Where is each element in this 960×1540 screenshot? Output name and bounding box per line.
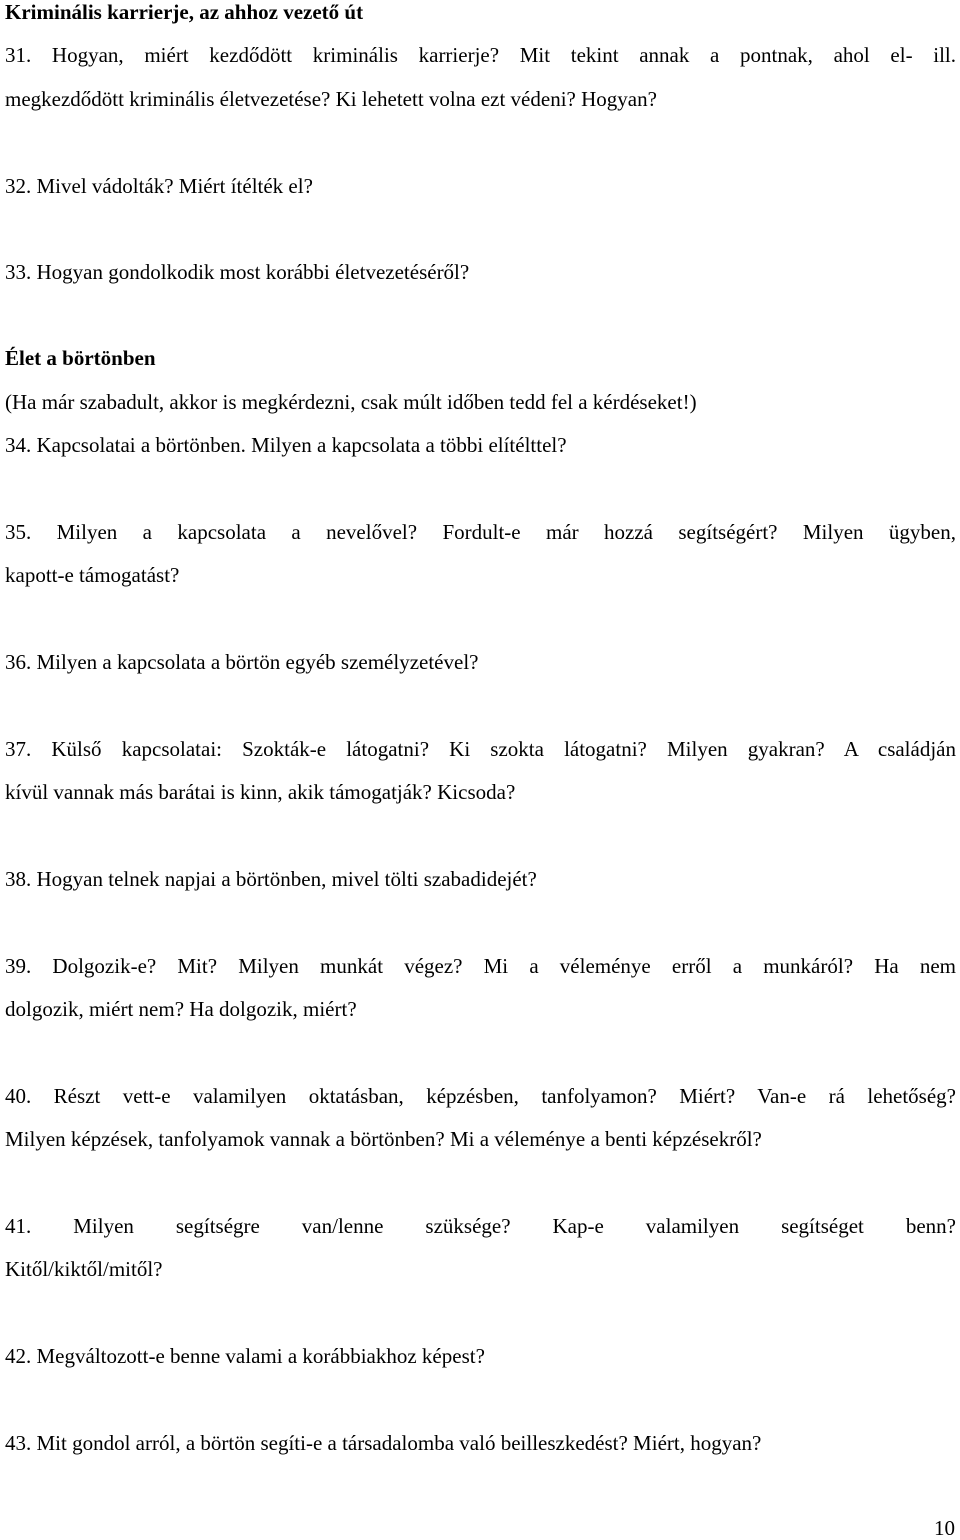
question-37-line-2: kívül vannak más barátai is kinn, akik támogatják? Kicsoda? <box>5 780 516 804</box>
question-39-line-1: 39. Dolgozik-e? Mit? Milyen munkát végez? Mi a véleménye erről a munkáról? Ha nem <box>5 954 956 978</box>
question-34: 34. Kapcsolatai a börtönben. Milyen a kapcsolata a többi elítélttel? <box>5 433 567 457</box>
question-40-line-1: 40. Részt vett-e valamilyen oktatásban, képzésben, tanfolyamon? Miért? Van-e rá lehetőség? <box>5 1084 956 1108</box>
question-40-line-2: Milyen képzések, tanfolyamok vannak a börtönben? Mi a véleménye a benti képzésekről? <box>5 1127 762 1151</box>
question-31-line-2: megkezdődött kriminális életvezetése? Ki lehetett volna ezt védeni? Hogyan? <box>5 87 657 111</box>
question-43: 43. Mit gondol arról, a börtön segíti-e a társadalomba való beilleszkedést? Miért, hogyan? <box>5 1431 762 1455</box>
question-33: 33. Hogyan gondolkodik most korábbi életvezetéséről? <box>5 260 470 284</box>
question-36: 36. Milyen a kapcsolata a börtön egyéb személyzetével? <box>5 650 479 674</box>
question-32: 32. Mivel vádolták? Miért ítélték el? <box>5 174 313 198</box>
question-42: 42. Megváltozott-e benne valami a korábbiakhoz képest? <box>5 1344 485 1368</box>
page-number: 10 <box>934 1516 955 1540</box>
section-heading-prison-life: Élet a börtönben <box>5 346 156 370</box>
question-37-line-1: 37. Külső kapcsolatai: Szokták-e látogatni? Ki szokta látogatni? Milyen gyakran? A családján <box>5 737 956 761</box>
question-41-line-2: Kitől/kiktől/mitől? <box>5 1257 163 1281</box>
question-31-line-1: 31. Hogyan, miért kezdődött kriminális karrierje? Mit tekint annak a pontnak, ahol el- ill. <box>5 43 956 67</box>
question-41-line-1: 41. Milyen segítségre van/lenne szüksége? Kap-e valamilyen segítséget benn? <box>5 1214 956 1238</box>
question-35-line-2: kapott-e támogatást? <box>5 563 180 587</box>
section-heading-criminal-career: Kriminális karrierje, az ahhoz vezető út <box>5 0 364 24</box>
section-note: (Ha már szabadult, akkor is megkérdezni, csak múlt időben tedd fel a kérdéseket!) <box>5 390 697 414</box>
question-35-line-1: 35. Milyen a kapcsolata a nevelővel? Fordult-e már hozzá segítségért? Milyen ügyben, <box>5 520 956 544</box>
question-39-line-2: dolgozik, miért nem? Ha dolgozik, miért? <box>5 997 357 1021</box>
question-38: 38. Hogyan telnek napjai a börtönben, mivel tölti szabadidejét? <box>5 867 537 891</box>
